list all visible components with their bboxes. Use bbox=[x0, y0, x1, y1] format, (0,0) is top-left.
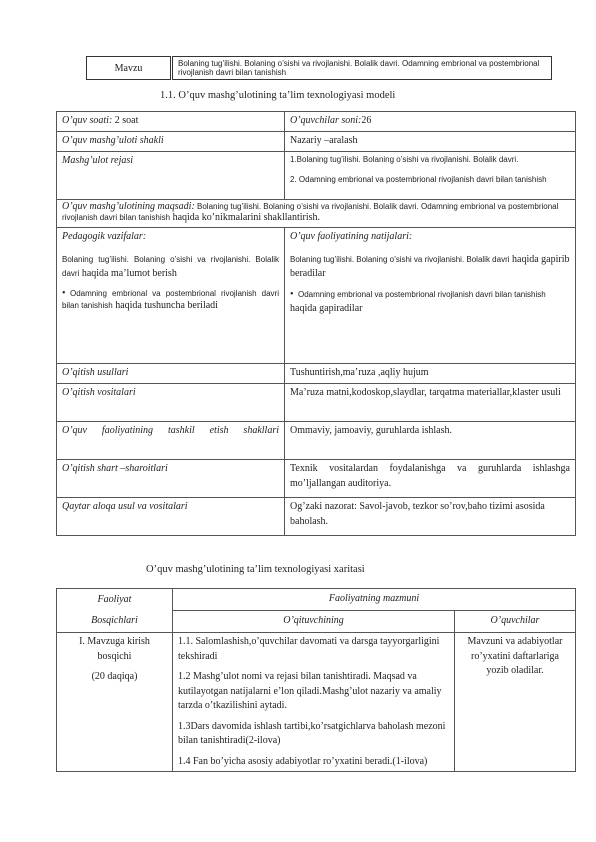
stage-1-teacher-cell bbox=[173, 633, 455, 772]
stage-1-cell: I. Mavzuga kirish bosqichi (20 daqiqa) bbox=[57, 633, 173, 772]
teacher-step: 1.3Dars davomida ishlash tartibi,ko’rsatgichlarva baholash mezoni bilan tanishtiradi(2-ilova) bbox=[178, 720, 446, 746]
pedagogical-tasks-cell: Pedagogik vazifalar: Bolaning tug’ilishi. Bolaning o’sishi va rivojlanishi. Bolalik davri haqida ma’lumot berish • Odamning embrional va postembrional rivojlanish davri bilan tanishish haqida tushuncha beriladi bbox=[57, 228, 285, 364]
plan-label: Mashg’ulot rejasi bbox=[57, 152, 285, 200]
goal-cell: O’quv mashg’ulotining maqsadi: Bolaning tug’ilishi. Bolaning o’sishi va rivojlanishi. Bolalik davri. Odamning embrional va postembrional rivojlanish davri bilan tanishish haqida ko’nikmalarini shakllantirish. bbox=[57, 200, 576, 228]
model-heading: 1.1. O’quv mashg’ulotining ta’lim texnologiyasi modeli bbox=[160, 90, 396, 101]
tools-label: O’qitish vositalari bbox=[57, 384, 285, 422]
content-header: Faoliyatning mazmuni bbox=[173, 589, 576, 611]
teacher-header: O’qituvchining bbox=[173, 611, 455, 633]
plan-items bbox=[285, 152, 576, 200]
plan-item: 1.Bolaning tug’ilishi. Bolaning o’sishi va rivojlanishi. Bolalik davri. bbox=[290, 155, 519, 164]
teacher-step: 1.2 Mashg’ulot nomi va rejasi bilan tanishtiradi. Maqsad va kutilayotgan natijalarni e’lon qiladi.Mashg’ulot nazariy va amaliy tarzda o’tkazilishini aytadi. bbox=[178, 671, 442, 711]
feedback-value: Og’zaki nazorat: Savol-javob, tezkor so’rov,baho tizimi asosida baholash. bbox=[285, 498, 576, 536]
plan-item: 2. Odamning embrional va postembrional rivojlanish davri bilan tanishish bbox=[290, 174, 547, 184]
organization-value: Ommaviy, jamoaviy, guruhlarda ishlash. bbox=[285, 422, 576, 460]
pedagogical-task: Bolaning tug’ilishi. Bolaning o’sishi va rivojlanishi. Bolalik davri haqida ma’lumot berish bbox=[62, 254, 279, 279]
stage-1-student-cell: Mavzuni va adabiyotlar ro’yxatini daftarlariga yozib oladilar. bbox=[455, 633, 576, 772]
topic-table bbox=[86, 56, 552, 80]
stage-header: Faoliyat Bosqichlari bbox=[57, 589, 173, 633]
teacher-step: 1.4 Fan bo’yicha asosiy adabiyotlar ro’yxatini beradi.(1-ilova) bbox=[178, 755, 428, 767]
bullet-icon: • bbox=[290, 288, 294, 300]
technology-map-table bbox=[56, 588, 576, 772]
feedback-label: Qaytar aloqa usul va vositalari bbox=[57, 498, 285, 536]
result-item: • Odamning embrional va postembrional rivojlanish davri bilan tanishish haqida gapiradilar bbox=[290, 288, 546, 314]
map-heading: O’quv mashg’ulotining ta’lim texnologiyasi xaritasi bbox=[146, 564, 365, 575]
topic-text: Bolaning tug’ilishi. Bolaning o’sishi va rivojlanishi. Bolalik davri. Odamning embrional va postembrional rivojlanish davri bilan tanishish bbox=[172, 57, 552, 80]
methods-value: Tushuntirish,ma’ruza ,aqliy hujum bbox=[285, 364, 576, 384]
conditions-label: O’qitish shart –sharoitlari bbox=[57, 460, 285, 498]
student-header: O’quvchilar bbox=[455, 611, 576, 633]
tools-value: Ma’ruza matni,kodoskop,slaydlar, tarqatma materiallar,klaster usuli bbox=[285, 384, 576, 422]
conditions-value: Texnik vositalardan foydalanishga va guruhlarda ishlashga mo’ljallangan auditoriya. bbox=[285, 460, 576, 498]
form-label: O’quv mashg’uloti shakli bbox=[57, 132, 285, 152]
pedagogical-task: • Odamning embrional va postembrional rivojlanish davri bilan tanishish haqida tushuncha beriladi bbox=[62, 287, 279, 311]
methods-label: O’qitish usullari bbox=[57, 364, 285, 384]
hours-cell: O’quv soati: 2 soat bbox=[57, 112, 285, 132]
students-cell: O’quvchilar soni:26 bbox=[285, 112, 576, 132]
result-item: Bolaning tug’ilishi. Bolaning o’sishi va rivojlanishi. Bolalik davri haqida gapirib beradilar bbox=[290, 253, 570, 279]
results-cell: O’quv faoliyatining natijalari: Bolaning tug’ilishi. Bolaning o’sishi va rivojlanishi. Bolalik davri haqida gapirib beradilar • Odamning embrional va postembrional rivojlanish davri bilan tanishish haqida gapiradilar bbox=[285, 228, 576, 364]
topic-label: Mavzu bbox=[87, 57, 172, 80]
organization-label: O’quv faoliyatining tashkil etish shakllari bbox=[57, 422, 285, 460]
bullet-icon: • bbox=[62, 287, 66, 299]
model-table bbox=[56, 111, 576, 536]
teacher-step: 1.1. Salomlashish,o’quvchilar davomati va darsga tayyorgarligini tekshiradi bbox=[178, 636, 440, 662]
form-value: Nazariy –aralash bbox=[285, 132, 576, 152]
